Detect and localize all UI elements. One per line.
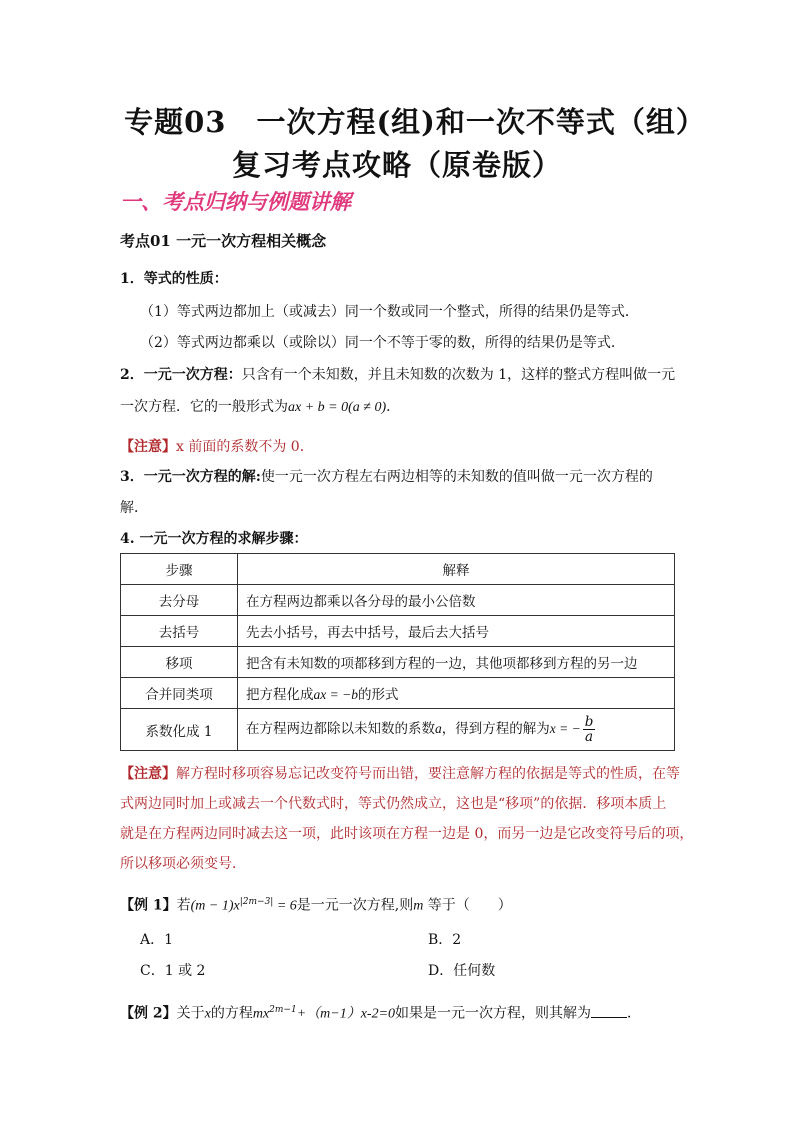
note-1 [120, 438, 314, 456]
option-a: A．1 [140, 932, 174, 948]
table-row [121, 585, 675, 616]
note-2-line-1 [120, 765, 680, 783]
table-cell-step: 移项 [121, 647, 238, 678]
title-line-2: 复习考点攻略（原卷版） [231, 148, 562, 182]
item-4-title: 4. 一元一次方程的求解步骤： [120, 531, 308, 547]
note-2-tag: 【注意】 [120, 766, 176, 782]
example-2-post: 如果是一元一次方程，则其解为 [395, 1005, 592, 1022]
example-2-tag: 【例 2】 [120, 1005, 177, 1022]
title-line-1: 专题03 一次方程(组)和一次不等式（组） [124, 105, 706, 139]
example-1-pre: 若 [176, 897, 191, 914]
table-header-row [121, 554, 675, 585]
example-2-var: x [204, 1006, 211, 1022]
steps-table [120, 553, 675, 751]
item-3-text: 使一元一次方程左右两边相等的未知数的值叫做一元一次方程的 [260, 469, 653, 485]
section-heading: 一、考点归纳与例题讲解 [120, 190, 351, 214]
table-header-desc: 解释 [238, 554, 675, 585]
fraction-denominator: a [585, 729, 594, 745]
item-2-text: 只含有一个未知数，并且未知数的次数为 1，这样的整式方程叫做一元 [241, 367, 676, 383]
desc-pre: 把方程化成 [246, 687, 314, 703]
note-1-tag: 【注意】 [120, 439, 176, 455]
example-1-eq: = 6 [273, 898, 297, 914]
table-row [121, 616, 675, 647]
item-2 [120, 366, 675, 384]
desc-post: 的形式 [357, 687, 399, 703]
table-header-step: 步骤 [121, 554, 238, 585]
table-row [121, 709, 675, 751]
example-2-formula: mx [252, 1006, 270, 1022]
table-cell-step: 合并同类项 [121, 678, 238, 709]
item-1-point-2: （2）等式两边都乘以（或除以）同一个不等于零的数，所得的结果仍是等式． [140, 335, 625, 351]
option-b: B．2 [428, 932, 462, 948]
note-1-text: x 前面的系数不为 0． [176, 439, 314, 455]
solution-formula: x = − [549, 721, 581, 736]
example-2-pre: 关于 [176, 1005, 205, 1022]
note-2-line-3: 就是在方程两边同时减去这一项，此时该项在方程一边是 0，而另一边是它改变符号后的项， [120, 826, 694, 842]
note-2-text-1: 解方程时移项容易忘记改变符号而出错，要注意解方程的依据是等式的性质，在等 [176, 766, 680, 782]
table-cell-step: 系数化成 1 [121, 709, 238, 751]
note-2-line-4: 所以移项必须变号． [120, 856, 246, 872]
option-c: C．1 或 2 [140, 963, 206, 979]
item-1-title: 1．等式的性质： [120, 271, 228, 287]
example-2 [120, 1001, 641, 1024]
desc-var: a [435, 721, 442, 736]
fraction-numerator: b [584, 714, 594, 730]
table-row [121, 678, 675, 709]
item-2-line-2 [120, 398, 400, 417]
example-1-post: 是一元一次方程,则 [296, 897, 414, 914]
example-1-tag: 【例 1】 [120, 897, 177, 914]
item-3-line-2: 解． [120, 500, 148, 516]
general-form-formula: ax + b = 0(a ≠ 0) [288, 400, 387, 415]
desc-mid: ，得到方程的解为 [441, 721, 550, 737]
item-3 [120, 468, 653, 486]
item-2-text-2: 一次方程．它的一般形式为 [120, 399, 288, 415]
example-2-end: ． [627, 1005, 642, 1022]
kaodian-title: 考点01 一元一次方程相关概念 [120, 232, 327, 250]
item-2-end: ． [386, 399, 401, 415]
example-1-exponent: |2m−3| [239, 897, 274, 907]
item-3-title: 3．一元一次方程的解: [120, 469, 261, 485]
item-2-title: 2．一元一次方程： [120, 367, 242, 383]
example-1-formula: (m − 1)x [190, 898, 240, 914]
example-1-tail: 等于（ ） [423, 897, 512, 914]
example-1 [120, 893, 512, 916]
note-2-line-2: 式两边同时加上或减去一个代数式时，等式仍然成立，这也是“移项”的依据．移项本质上 [120, 796, 667, 812]
option-d: D．任何数 [428, 963, 496, 979]
table-cell-desc [238, 709, 675, 751]
table-cell-desc [238, 678, 675, 709]
example-2-mid: 的方程 [210, 1005, 253, 1022]
item-1-point-1: （1）等式两边都加上（或减去）同一个数或同一个整式，所得的结果仍是等式． [140, 304, 639, 320]
example-1-var: m [413, 898, 424, 914]
table-cell-step: 去分母 [121, 585, 238, 616]
table-row [121, 647, 675, 678]
table-cell-step: 去括号 [121, 616, 238, 647]
solution-fraction [583, 715, 596, 744]
answer-blank[interactable] [591, 1003, 627, 1018]
example-2-rest: +（m−1）x-2=0 [296, 1006, 396, 1022]
table-cell-desc: 在方程两边都乘以各分母的最小公倍数 [238, 585, 675, 616]
table-cell-desc: 把含有未知数的项都移到方程的一边，其他项都移到方程的另一边 [238, 647, 675, 678]
table-cell-desc: 先去小括号，再去中括号，最后去大括号 [238, 616, 675, 647]
example-2-exponent: 2m−1 [269, 1005, 297, 1015]
desc-formula: ax = −b [313, 687, 358, 702]
desc-pre: 在方程两边都除以未知数的系数 [246, 721, 435, 737]
